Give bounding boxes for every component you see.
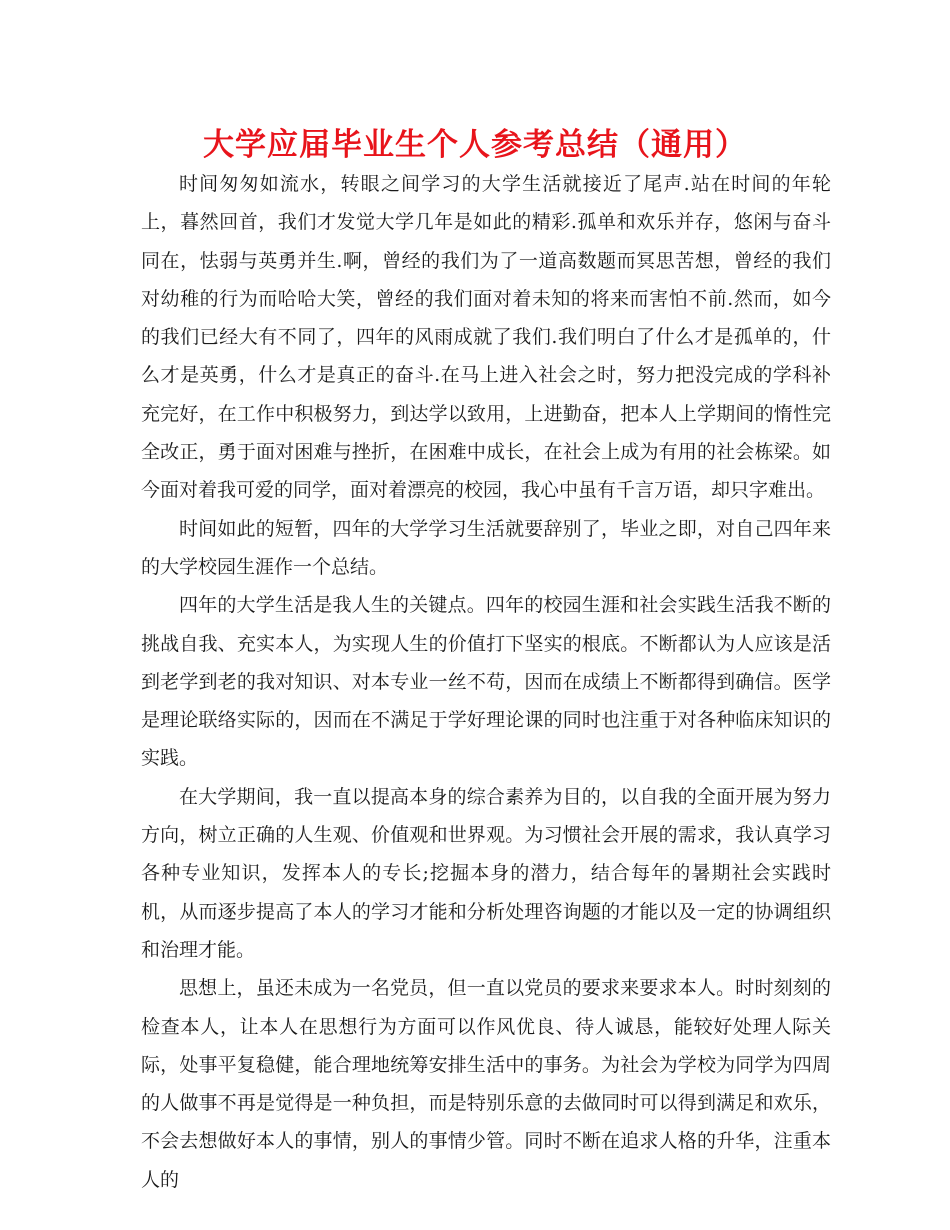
paragraph: 时间匆匆如流水，转眼之间学习的大学生活就接近了尾声.站在时间的年轮上，暮然回首，我们才发觉大学几年是如此的精彩.孤单和欢乐并存，悠闲与奋斗同在，怯弱与英勇并生.啊，曾经的我们为了一道高数题而冥思苦想，曾经的我们对幼稚的行为而哈哈大笑，曾经的我们面对着未知的将来而害怕不前.然而，如今的我们已经大有不同了，四年的风雨成就了我们.我们明白了什么才是孤单的，什么才是英勇，什么才是真正的奋斗.在马上进入社会之时，努力把没完成的学科补充完好，在工作中积极努力，到达学以致用，上进勤奋，把本人上学期间的惰性完全改正，勇于面对困难与挫折，在困难中成长，在社会上成为有用的社会栋梁。如今面对着我可爱的同学，面对着漂亮的校园，我心中虽有千言万语，却只字难出。 (141, 173, 831, 502)
paragraph: 在大学期间，我一直以提高本身的综合素养为目的，以自我的全面开展为努力方向，树立正确的人生观、价值观和世界观。为习惯社会开展的需求，我认真学习各种专业知识，发挥本人的专长;挖掘本身的潜力，结合每年的暑期社会实践时机，从而逐步提高了本人的学习才能和分析处理咨询题的才能以及一定的协调组织和治理才能。 (141, 785, 831, 961)
document-title: 大学应届毕业生个人参考总结（通用） (203, 127, 747, 163)
paragraph: 时间如此的短暂，四年的大学学习生活就要辞别了，毕业之即，对自己四年来的大学校园生涯作一个总结。 (141, 517, 831, 578)
paragraph: 思想上，虽还未成为一名党员，但一直以党员的要求来要求本人。时时刻刻的检查本人，让本人在思想行为方面可以作风优良、待人诚恳，能较好处理人际关际，处事平复稳健，能合理地统筹安排生活中的事务。为社会为学校为同学为四周的人做事不再是觉得是一种负担，而是特别乐意的去做同时可以得到满足和欢乐，不会去想做好本人的事情，别人的事情少管。同时不断在追求人格的升华，注重本人的 (141, 977, 831, 1191)
paragraph: 四年的大学生活是我人生的关键点。四年的校园生涯和社会实践生活我不断的挑战自我、充实本人，为实现人生的价值打下坚实的根底。不断都认为人应该是活到老学到老的我对知识、对本专业一丝不苟，因而在成绩上不断都得到确信。医学是理论联络实际的，因而在不满足于学好理论课的同时也注重于对各种临床知识的实践。 (141, 594, 831, 770)
document-body (141, 165, 831, 1199)
